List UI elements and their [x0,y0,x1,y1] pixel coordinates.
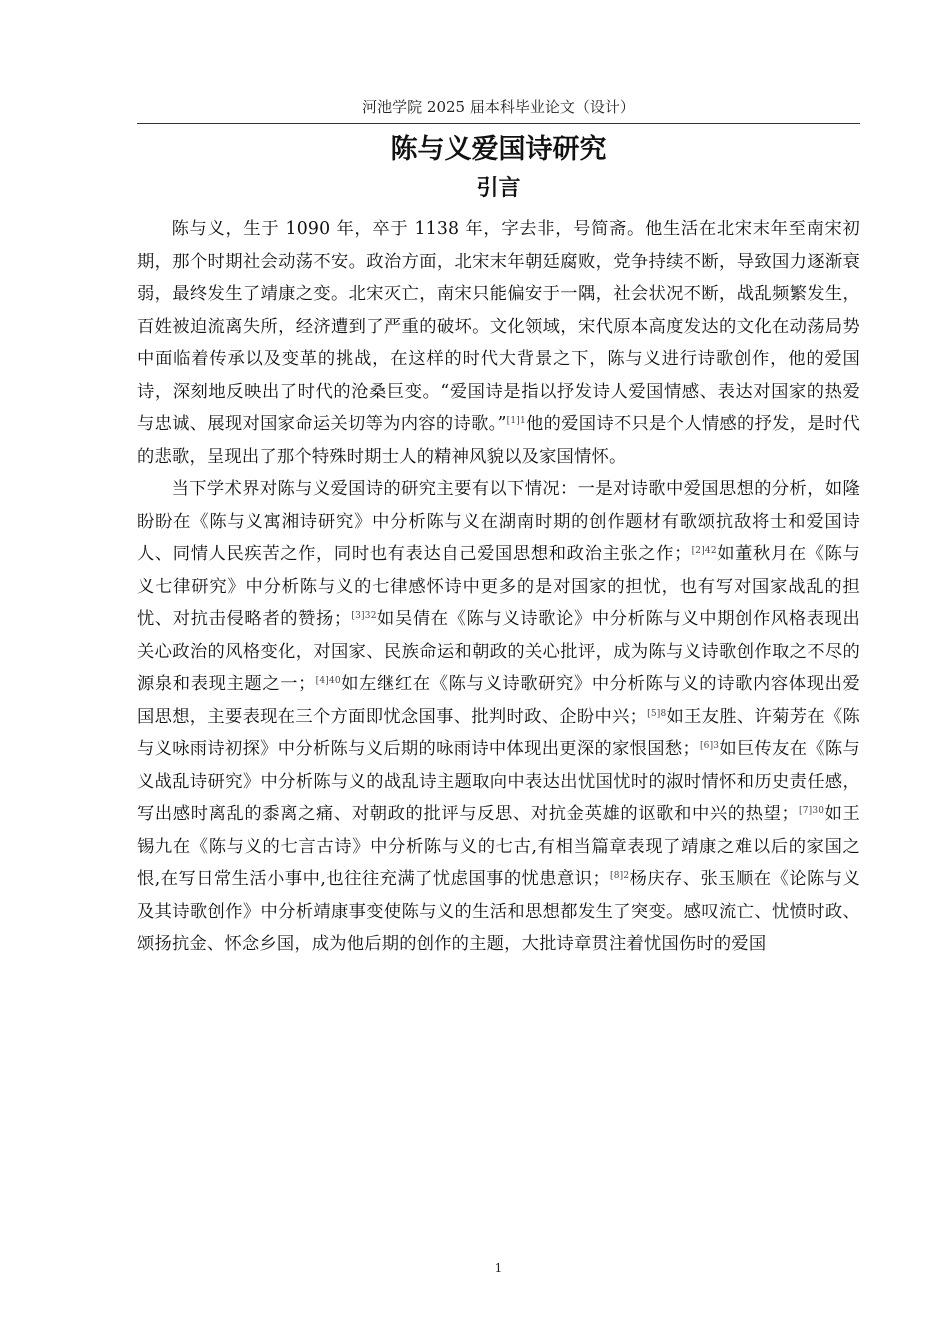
paragraph-2 [137,473,860,961]
citation-marker: [6]3 [699,741,720,751]
text-run: 当下学术界对陈与义爱国诗的研究主要有以下情况：一是对诗歌中爱国思想的分析，如隆盼盼在《陈与义寓湘诗研究》中分析陈与义在湖南时期的创作题材有歌颂抗敌将士和爱国诗人、同情人民疾苦之作，同时也有表达自己爱国思想和政治主张之作； [137,479,860,564]
text-run: 如吴倩在《陈与义诗歌论》中分析陈与义中期创作风格表现出关心政治的风格变化，对国家、民族命运和朝政的关心批评，成为陈与义诗歌创作取之不尽的源泉和表现主题之一； [137,609,860,694]
page-number: 1 [494,1261,503,1275]
body-text [137,213,860,961]
citation-marker: [3]32 [351,611,377,621]
text-run: 如巨传友在《陈与义战乱诗研究》中分析陈与义的战乱诗主题取向中表达出忧国忧时的淑时情怀和历史责任感，写出感时离乱的黍离之痛、对朝政的批评与反思、对抗金英雄的讴歌和中兴的热望； [137,739,860,824]
text-run: 陈与义，生于 1090 年，卒于 1138 年，字去非，号简斋。他生活在北宋末年至南宋初期，那个时期社会动荡不安。政治方面，北宋末年朝廷腐败，党争持续不断，导致国力逐渐衰弱，最终发生了靖康之变。北宋灭亡，南宋只能偏安于一隅，社会状况不断，战乱频繁发生，百姓被迫流离失所，经济遭到了严重的破坏。文化领域，宋代原本高度发达的文化在动荡局势中面临着传承以及变革的挑战，在这样的时代大背景之下，陈与义进行诗歌创作，他的爱国诗，深刻地反映出了时代的沧桑巨变。“爱国诗是指以抒发诗人爱国情感、表达对国家的热爱与忠诚、展现对国家命运关切等为内容的诗歌。” [137,219,860,434]
citation-marker: [8]2 [610,871,630,881]
text-run: 如王锡九在《陈与义的七言古诗》中分析陈与义的七古,有相当篇章表现了靖康之难以后的家国之恨,在写日常生活小事中,也往往充满了忧虑国事的忧患意识； [137,804,860,889]
text-run: 杨庆存、张玉顺在《论陈与义及其诗歌创作》中分析靖康事变使陈与义的生活和思想都发生了突变。感叹流亡、忧愤时政、颂扬抗金、怀念乡国，成为他后期的创作的主题，大批诗章贯注着忧国伤时的爱国 [137,869,860,954]
section-heading: 引言 [476,176,521,201]
text-run: 他的爱国诗不只是个人情感的抒发，是时代的悲歌，呈现出了那个特殊时期士人的精神风貌以及家国情怀。 [137,414,860,467]
text-run: 如左继红在《陈与义诗歌研究》中分析陈与义的诗歌内容体现出爱国思想，主要表现在三个方面即忧念国事、批判时政、企盼中兴； [137,674,860,727]
text-run: 如王友胜、许菊芳在《陈与义咏雨诗初探》中分析陈与义后期的咏雨诗中体现出更深的家恨国愁； [137,706,860,759]
citation-marker: [5]8 [647,708,667,719]
paragraph-1 [137,213,860,473]
citation-marker: [2]42 [691,546,717,556]
citation-marker: [7]30 [798,806,825,816]
header-divider [137,123,860,124]
running-header: 河池学院 2025 届本科毕业论文（设计） [362,98,635,116]
citation-marker: [4]40 [315,676,341,686]
text-run: 如董秋月在《陈与义七律研究》中分析陈与义的七律感怀诗中更多的是对国家的担忧，也有写对国家战乱的担忧、对抗击侵略者的赞扬； [137,544,861,629]
paper-title: 陈与义爱国诗研究 [390,134,607,165]
citation-marker: [1]1 [506,416,526,426]
